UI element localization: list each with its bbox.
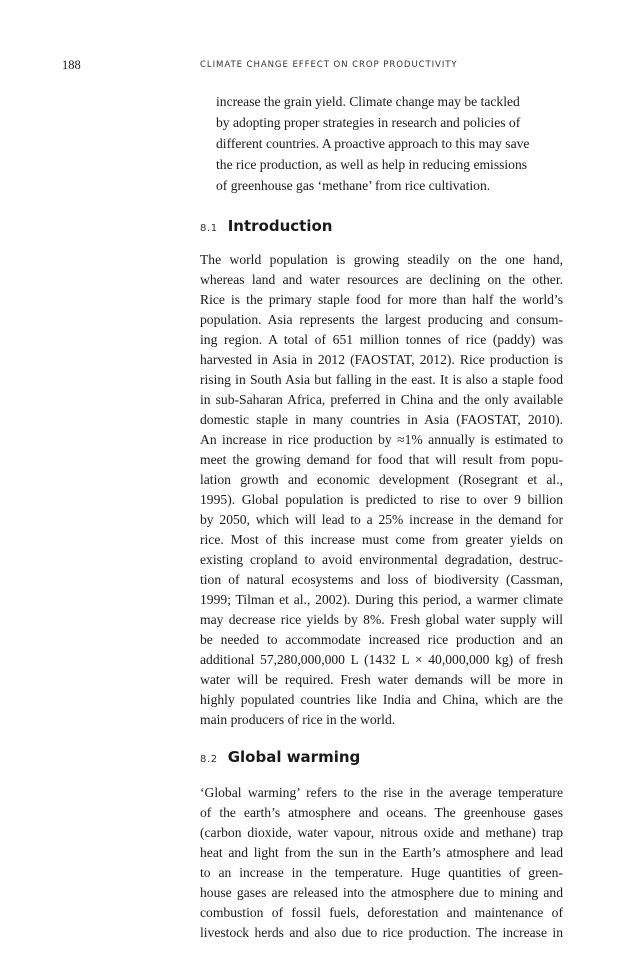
- paragraph-line: highly populated countries like India and China, which are the: [200, 692, 563, 707]
- paragraph-line: of the earth’s atmosphere and oceans. The greenhouse gases: [200, 805, 563, 820]
- paragraph-line: combustion of fossil fuels, deforestation and maintenance of: [200, 905, 563, 920]
- section-title: Introduction: [227, 217, 333, 235]
- paragraph-line: whereas land and water resources are declining on the other.: [200, 272, 563, 287]
- running-head: CLIMATE CHANGE EFFECT ON CROP PRODUCTIVITY: [200, 60, 458, 70]
- paragraph-line: lation growth and economic development (Rosegrant et al.,: [200, 472, 563, 487]
- paragraph-line: An increase in rice production by ≈1% annually is estimated to: [200, 432, 563, 447]
- paragraph-line: tion of natural ecosystems and loss of biodiversity (Cassman,: [200, 572, 563, 587]
- paragraph-line: additional 57,280,000,000 L (1432 L × 40,000,000 kg) of fresh: [200, 652, 563, 667]
- abstract-line: the rice production, as well as help in reducing emissions: [216, 157, 528, 172]
- paragraph-line: be needed to accommodate increased rice production and an: [200, 632, 563, 647]
- paragraph-line: 1995). Global population is predicted to rise to over 9 billion: [200, 492, 563, 507]
- paragraph-line: Rice is the primary staple food for more than half the world’s: [200, 292, 563, 307]
- abstract-line: by adopting proper strategies in research and policies of: [216, 115, 521, 130]
- paragraph-line: rising in South Asia but falling in the east. It is also a staple food: [200, 372, 563, 387]
- page-number: 188: [62, 58, 81, 72]
- abstract-line: increase the grain yield. Climate change may be tackled: [216, 94, 520, 109]
- paragraph-line: by 2050, which will lead to a 25% increase in the demand for: [200, 512, 563, 527]
- abstract-line: different countries. A proactive approach to this may save: [216, 136, 530, 151]
- section-heading-introduction: [200, 216, 332, 235]
- paragraph-line: ing region. A total of 651 million tonnes of rice (paddy) was: [200, 332, 563, 347]
- section-title: Global warming: [227, 748, 361, 766]
- paragraph-line: (carbon dioxide, water vapour, nitrous oxide and methane) trap: [200, 825, 563, 840]
- paragraph-line: main producers of rice in the world.: [200, 712, 396, 727]
- section-number: 8.1: [200, 223, 218, 234]
- paragraph-line: livestock herds and also due to rice production. The increase in: [200, 925, 563, 940]
- abstract-line: of greenhouse gas ‘methane’ from rice cultivation.: [216, 178, 491, 193]
- paragraph-line: water will be required. Fresh water demands will be more in: [200, 672, 563, 687]
- section-heading-global-warming: [200, 747, 360, 766]
- paragraph-line: harvested in Asia in 2012 (FAOSTAT, 2012). Rice production is: [200, 352, 563, 367]
- section-number: 8.2: [200, 754, 218, 765]
- paragraph-line: population. Asia represents the largest producing and consum-: [200, 312, 563, 327]
- paragraph-line: 1999; Tilman et al., 2002). During this period, a warmer climate: [200, 592, 563, 607]
- paragraph-line: meet the growing demand for food that will result from popu-: [200, 452, 563, 467]
- paragraph-line: ‘Global warming’ refers to the rise in the average temperature: [200, 785, 563, 800]
- paragraph-line: may decrease rice yields by 8%. Fresh global water supply will: [200, 612, 563, 627]
- paragraph-line: to an increase in the temperature. Huge quantities of green-: [200, 865, 563, 880]
- paragraph-line: existing cropland to avoid environmental degradation, destruc-: [200, 552, 563, 567]
- paragraph-line: house gases are released into the atmosphere due to mining and: [200, 885, 563, 900]
- paragraph-line: in sub-Saharan Africa, preferred in China and the only available: [200, 392, 563, 407]
- paragraph-line: rice. Most of this increase must come from greater yields on: [200, 532, 563, 547]
- paragraph-line: domestic staple in many countries in Asia (FAOSTAT, 2010).: [200, 412, 563, 427]
- paragraph-line: The world population is growing steadily on the one hand,: [200, 252, 563, 267]
- paragraph-line: heat and light from the sun in the Earth’s atmosphere and lead: [200, 845, 563, 860]
